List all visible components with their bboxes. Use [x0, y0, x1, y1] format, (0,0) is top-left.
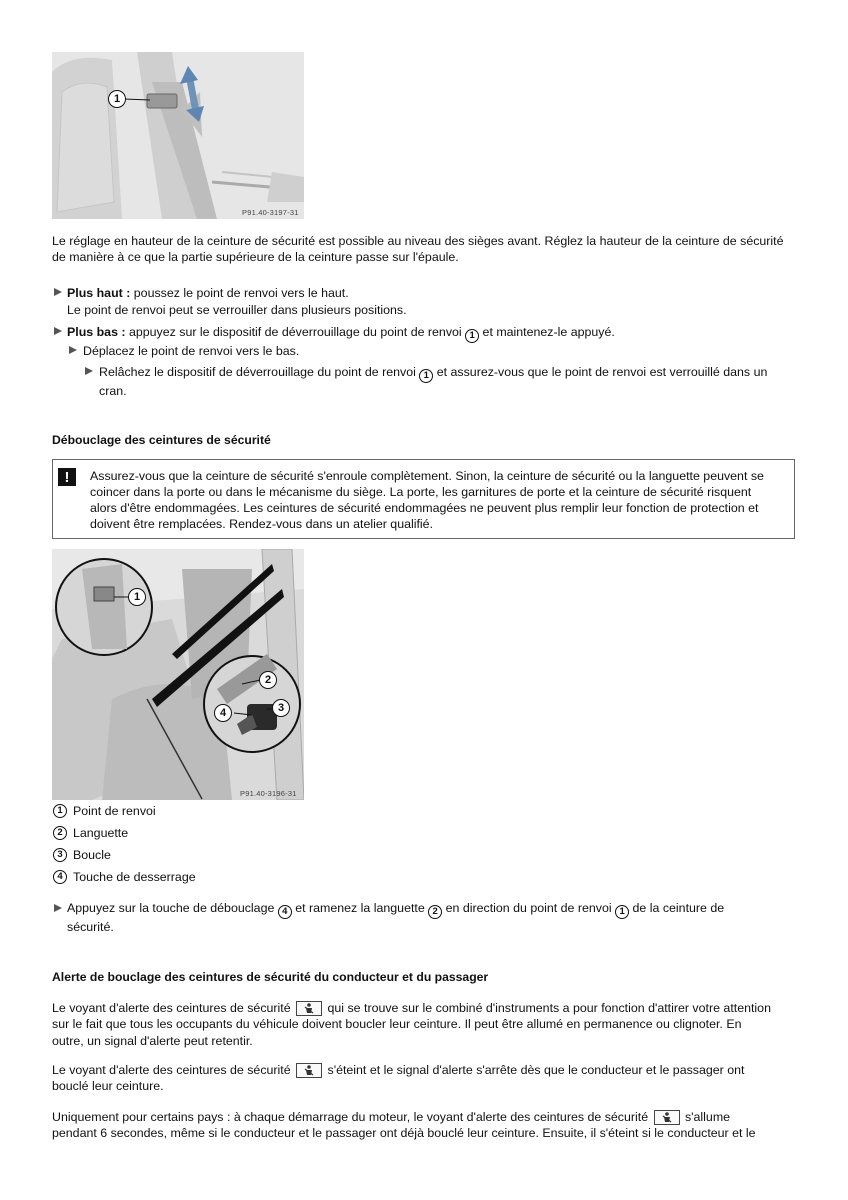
section-heading-unbuckling: Débouclage des ceintures de sécurité	[52, 433, 271, 447]
legend-label: Languette	[73, 826, 129, 840]
legend-item	[53, 848, 111, 862]
figure-code: P91.40-3197-31	[242, 208, 299, 217]
triangle-bullet-icon	[54, 288, 62, 296]
step-down-label: Plus bas :	[67, 325, 126, 339]
seatbelt-warning-icon	[654, 1110, 680, 1125]
legend-label: Point de renvoi	[73, 804, 156, 818]
step-down: Plus bas : appuyez sur le dispositif de déverrouillage du point de renvoi 1 et maintenez-le appuyé.	[67, 325, 615, 341]
alert-paragraph-2: Le voyant d'alerte des ceintures de sécurité s'éteint et le signal d'alerte s'arrête dès que le conducteur et le passager ont bouclé leur ceinture.	[52, 1063, 745, 1094]
legend-label: Touche de desserrage	[73, 870, 196, 884]
legend-callout: 1	[53, 804, 67, 818]
belt-height-illustration	[52, 52, 304, 219]
step-unbuckle: Appuyez sur la touche de débouclage 4 et ramenez la languette 2 en direction du point de renvoi 1 de la ceinture de sécurité.	[67, 901, 725, 934]
triangle-bullet-icon	[85, 367, 93, 375]
callout-3: 3	[272, 699, 290, 717]
callout-1: 1	[419, 369, 433, 383]
triangle-bullet-icon	[54, 904, 62, 912]
step-up	[67, 285, 349, 301]
warning-box	[52, 459, 795, 539]
legend-item	[53, 870, 196, 884]
callout-2: 2	[259, 671, 277, 689]
alert-paragraph-1: Le voyant d'alerte des ceintures de sécurité qui se trouve sur le combiné d'instruments a pour fonction d'attirer votre attention sur le fait que tous les occupants du véhicule doivent boucler leur ceinture. Il peut être allumé en permanence ou clignoter. En outre, un signal d'alerte peut retentir.	[52, 1001, 771, 1048]
callout-2: 2	[428, 905, 442, 919]
figure-unbuckling	[52, 549, 304, 800]
warning-icon: !	[58, 468, 76, 486]
legend-label: Boucle	[73, 848, 111, 862]
alert-paragraph-3: Uniquement pour certains pays : à chaque démarrage du moteur, le voyant d'alerte des ceintures de sécurité s'allume pendant 6 secondes, même si le conducteur et le passager ont déjà bouclé leur ceinture. Ensuite, il s'éteint si le conducteur et le	[52, 1110, 756, 1141]
triangle-bullet-icon	[54, 327, 62, 335]
step-up-label: Plus haut :	[67, 286, 131, 300]
legend-callout: 3	[53, 848, 67, 862]
seatbelt-warning-icon	[296, 1001, 322, 1016]
substep-release: Relâchez le dispositif de déverrouillage du point de renvoi 1 et assurez-vous que le point de renvoi est verrouillé dans un cran.	[99, 365, 768, 398]
step-up-text: poussez le point de renvoi vers le haut.	[130, 286, 349, 300]
section-heading-belt-alert: Alerte de bouclage des ceintures de sécurité du conducteur et du passager	[52, 970, 489, 984]
seatbelt-warning-icon	[296, 1063, 322, 1078]
legend-item	[53, 804, 156, 818]
intro-paragraph: Le réglage en hauteur de la ceinture de sécurité est possible au niveau des sièges avant. Réglez la hauteur de la ceinture de sécurité de manière à ce que la partie supérieure de la ceinture passe sur l'épaule.	[52, 234, 784, 265]
callout-1: 1	[465, 329, 479, 343]
callout-4: 4	[278, 905, 292, 919]
legend-callout: 4	[53, 870, 67, 884]
figure-code: P91.40-3196-31	[240, 789, 297, 798]
callout-1: 1	[615, 905, 629, 919]
figure-belt-height	[52, 52, 304, 219]
triangle-bullet-icon	[69, 346, 77, 354]
callout-1: 1	[128, 588, 146, 606]
warning-text: Assurez-vous que la ceinture de sécurité s'enroule complètement. Sinon, la ceinture de sécurité ou la languette peuvent se coincer dans la porte ou dans le mécanisme du siège. La porte, les garnitures de porte et la ceinture de sécurité risquent alors d'être endommagées. Les ceintures de sécurité endommagées ne peuvent plus remplir leur fonction de protection et doivent être remplacées. Rendez-vous dans un atelier qualifié.	[90, 469, 764, 531]
callout-4: 4	[214, 704, 232, 722]
legend-item	[53, 826, 128, 840]
step-up-note: Le point de renvoi peut se verrouiller dans plusieurs positions.	[67, 303, 407, 317]
callout-1: 1	[108, 90, 126, 108]
legend-callout: 2	[53, 826, 67, 840]
substep-move: Déplacez le point de renvoi vers le bas.	[83, 344, 300, 358]
